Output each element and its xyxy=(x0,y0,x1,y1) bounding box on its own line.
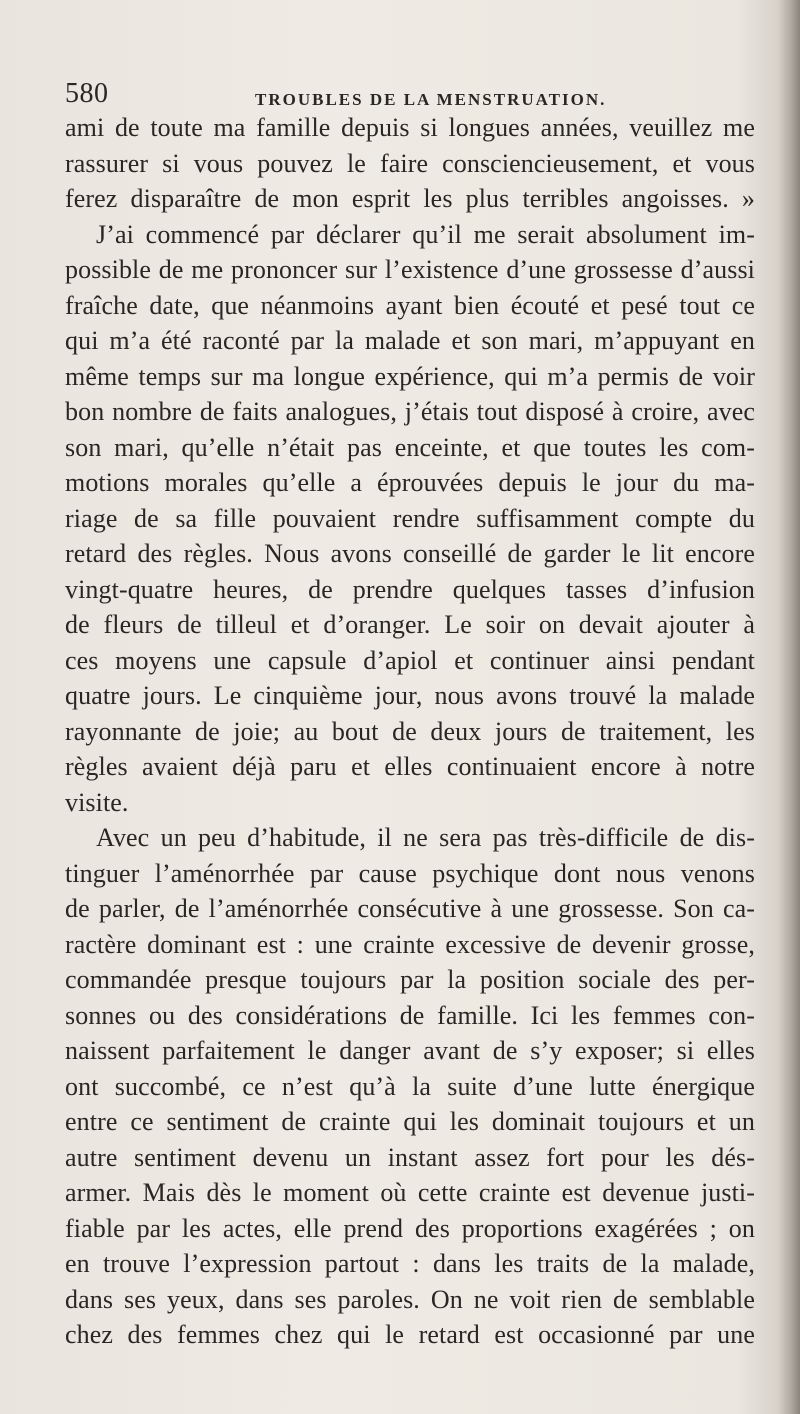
text-line: bon nombre de faits analogues, j’étais tout disposé à croire, avec xyxy=(65,397,755,426)
text-line: ont succombé, ce n’est qu’à la suite d’une lutte énergique xyxy=(65,1071,755,1101)
text-line: ractère dominant est : une crainte excessive de devenir grosse, xyxy=(65,929,755,959)
page-binding-shadow xyxy=(778,0,800,1414)
text-line: de fleurs de tilleul et d’oranger. Le soir on devait ajouter à xyxy=(65,610,755,639)
text-line: en trouve l’expression partout : dans les traits de la malade, xyxy=(65,1249,755,1278)
text-line: règles avaient déjà paru et elles continuaient encore à notre xyxy=(65,752,755,781)
text-line: entre ce sentiment de crainte qui les dominait toujours et un xyxy=(65,1107,755,1136)
text-line: ami de toute ma famille depuis si longues années, veuillez me xyxy=(65,113,755,142)
text-line: ferez disparaître de mon esprit les plus terribles angoisses. » xyxy=(65,184,755,213)
text-line: son mari, qu’elle n’était pas enceinte, et que toutes les com- xyxy=(65,432,755,462)
text-line: ces moyens une capsule d’apiol et continuer ainsi pendant xyxy=(65,645,755,675)
text-line: motions morales qu’elle a éprouvées depuis le jour du ma- xyxy=(65,468,755,497)
text-line: naissent parfaitement le danger avant de s’y exposer; si elles xyxy=(65,1036,755,1065)
text-line: Avec un peu d’habitude, il ne sera pas très-difficile de dis- xyxy=(96,823,755,852)
text-line: visite. xyxy=(65,787,129,817)
text-line: rayonnante de joie; au bout de deux jours de traitement, les xyxy=(65,716,755,746)
text-line: fraîche date, que néanmoins ayant bien écouté et pesé tout ce xyxy=(65,290,755,320)
text-line: dans ses yeux, dans ses paroles. On ne voit rien de semblable xyxy=(65,1284,755,1314)
text-line: de parler, de l’aménorrhée consécutive à une grossesse. Son ca- xyxy=(65,894,755,923)
text-line: qui m’a été raconté par la malade et son mari, m’appuyant en xyxy=(65,326,755,355)
text-line: J’ai commencé par déclarer qu’il me serait absolument im- xyxy=(96,219,755,249)
text-line: vingt-quatre heures, de prendre quelques tasses d’infusion xyxy=(65,574,755,604)
page-number: 580 xyxy=(65,78,109,109)
text-line: tinguer l’aménorrhée par cause psychique dont nous venons xyxy=(65,858,755,888)
body-text xyxy=(65,110,755,1353)
text-line: autre sentiment devenu un instant assez fort pour les dés- xyxy=(65,1142,755,1172)
text-line: riage de sa fille pouvaient rendre suffisamment compte du xyxy=(65,503,755,533)
text-line: armer. Mais dès le moment où cette crainte est devenue justi- xyxy=(65,1178,755,1207)
text-line: fiable par les actes, elle prend des proportions exagérées ; on xyxy=(65,1213,755,1243)
text-line: même temps sur ma longue expérience, qui m’a permis de voir xyxy=(65,361,755,391)
text-line: commandée presque toujours par la position sociale des per- xyxy=(65,965,755,994)
text-line: sonnes ou des considérations de famille. Ici les femmes con- xyxy=(65,1000,755,1030)
running-title: TROUBLES DE LA MENSTRUATION. xyxy=(255,90,607,109)
text-line: possible de me prononcer sur l’existence d’une grossesse d’aussi xyxy=(65,255,755,284)
text-line: chez des femmes chez qui le retard est occasionné par une xyxy=(65,1320,755,1349)
text-line: retard des règles. Nous avons conseillé de garder le lit encore xyxy=(65,539,755,568)
text-line: quatre jours. Le cinquième jour, nous avons trouvé la malade xyxy=(65,681,755,710)
text-line: rassurer si vous pouvez le faire consciencieusement, et vous xyxy=(65,148,755,178)
